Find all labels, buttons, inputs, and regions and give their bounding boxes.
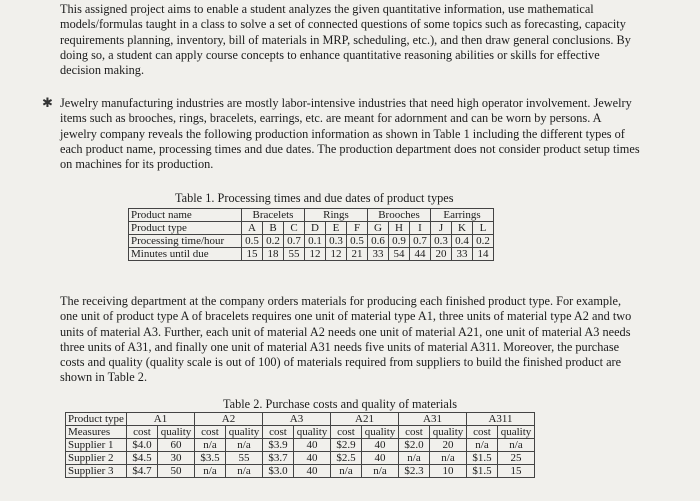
- table-cell: $2.3: [399, 465, 430, 478]
- table-cell: $4.0: [127, 439, 158, 452]
- table-cell: 15: [498, 465, 535, 478]
- type-cell: J: [431, 222, 452, 235]
- type-cell: A: [242, 222, 263, 235]
- table-cell: $2.9: [331, 439, 362, 452]
- table-row: [66, 439, 535, 452]
- table-cell: 10: [430, 465, 467, 478]
- minutes-cell: 55: [284, 248, 305, 261]
- processing-cell: 0.7: [410, 235, 431, 248]
- material-header: A21: [331, 413, 399, 426]
- supplier-label: Supplier 1: [66, 439, 127, 452]
- processing-cell: 0.7: [284, 235, 305, 248]
- material-header: A1: [127, 413, 195, 426]
- table-row: [66, 452, 535, 465]
- table-cell: $3.0: [263, 465, 294, 478]
- table-cell: $1.5: [467, 465, 498, 478]
- supplier-label: Supplier 2: [66, 452, 127, 465]
- type-cell: H: [389, 222, 410, 235]
- purchase-table: [65, 412, 535, 478]
- material-header: A311: [467, 413, 535, 426]
- table-cell: $2.0: [399, 439, 430, 452]
- cost-header: cost: [331, 426, 362, 439]
- minutes-cell: 33: [368, 248, 389, 261]
- cost-header: cost: [263, 426, 294, 439]
- table-cell: 40: [294, 439, 331, 452]
- table-cell: 50: [158, 465, 195, 478]
- table-cell: 20: [430, 439, 467, 452]
- star-icon: ✱: [42, 95, 53, 110]
- group-rings: Rings: [305, 209, 368, 222]
- processing-cell: 0.1: [305, 235, 326, 248]
- measures-label: Measures: [66, 426, 127, 439]
- table-cell: n/a: [362, 465, 399, 478]
- table-cell: $3.7: [263, 452, 294, 465]
- material-header: A31: [399, 413, 467, 426]
- table-cell: n/a: [195, 439, 226, 452]
- minutes-cell: 12: [326, 248, 347, 261]
- processing-cell: 0.6: [368, 235, 389, 248]
- processing-cell: 0.2: [473, 235, 494, 248]
- table-cell: n/a: [467, 439, 498, 452]
- table2-caption: Table 2. Purchase costs and quality of materials: [223, 397, 458, 411]
- table-cell: n/a: [331, 465, 362, 478]
- table-cell: n/a: [195, 465, 226, 478]
- quality-header: quality: [294, 426, 331, 439]
- type-cell: D: [305, 222, 326, 235]
- group-earrings: Earrings: [431, 209, 494, 222]
- type-cell: I: [410, 222, 431, 235]
- type-cell: K: [452, 222, 473, 235]
- receiving-paragraph: The receiving department at the company orders materials for producing each finished product type. For example, one unit of product type A of bracelets requires one unit of material type A1, three units of material type A2 and two units of material A3. Further, each unit of material A2 needs one unit of material A21, one unit of material A3 needs three units of A31, and finally one unit of material A31 needs five units of material A311. Moreover, the purchase costs and quality (quality scale is out of 100) of materials required from suppliers to build the finished product are shown in Table 2.: [60, 294, 632, 385]
- table-cell: $2.5: [331, 452, 362, 465]
- minutes-cell: 21: [347, 248, 368, 261]
- type-cell: G: [368, 222, 389, 235]
- table-cell: 40: [294, 452, 331, 465]
- intro-paragraph: This assigned project aims to enable a student analyzes the given quantitative information, use mathematical models/formulas taught in a class to solve a set of connected questions of some topics such as forecasting, capacity requirements planning, inventory, bill of materials in MRP, scheduling, etc.), and then draw general conclusions. By doing so, a student can apply course concepts to enhance quantitative reasoning abilities or skills for effective decision making.: [60, 2, 631, 78]
- processing-cell: 0.3: [431, 235, 452, 248]
- table-cell: n/a: [226, 439, 263, 452]
- minutes-cell: 15: [242, 248, 263, 261]
- type-cell: C: [284, 222, 305, 235]
- cost-header: cost: [399, 426, 430, 439]
- quality-header: quality: [430, 426, 467, 439]
- table-cell: $4.7: [127, 465, 158, 478]
- quality-header: quality: [498, 426, 535, 439]
- row-label: Product name: [129, 209, 242, 222]
- table-cell: n/a: [498, 439, 535, 452]
- cost-header: cost: [127, 426, 158, 439]
- table-row: [66, 465, 535, 478]
- processing-table: [128, 208, 494, 261]
- table-cell: 40: [294, 465, 331, 478]
- supplier-label: Supplier 3: [66, 465, 127, 478]
- table-cell: n/a: [430, 452, 467, 465]
- material-header: A2: [195, 413, 263, 426]
- row-label: Processing time/hour: [129, 235, 242, 248]
- quality-header: quality: [362, 426, 399, 439]
- minutes-cell: 18: [263, 248, 284, 261]
- table-cell: n/a: [399, 452, 430, 465]
- row-label: Minutes until due: [129, 248, 242, 261]
- minutes-cell: 54: [389, 248, 410, 261]
- minutes-cell: 14: [473, 248, 494, 261]
- minutes-cell: 44: [410, 248, 431, 261]
- table-cell: 60: [158, 439, 195, 452]
- type-cell: L: [473, 222, 494, 235]
- quality-header: quality: [158, 426, 195, 439]
- processing-cell: 0.5: [347, 235, 368, 248]
- table-cell: 40: [362, 452, 399, 465]
- minutes-cell: 12: [305, 248, 326, 261]
- corner-label: Product type: [66, 413, 127, 426]
- processing-cell: 0.2: [263, 235, 284, 248]
- minutes-cell: 33: [452, 248, 473, 261]
- processing-cell: 0.9: [389, 235, 410, 248]
- type-cell: F: [347, 222, 368, 235]
- minutes-cell: 20: [431, 248, 452, 261]
- processing-cell: 0.4: [452, 235, 473, 248]
- table-cell: $3.9: [263, 439, 294, 452]
- processing-cell: 0.3: [326, 235, 347, 248]
- type-cell: B: [263, 222, 284, 235]
- table1-caption: Table 1. Processing times and due dates of product types: [175, 191, 454, 205]
- table-cell: n/a: [226, 465, 263, 478]
- table-cell: 25: [498, 452, 535, 465]
- processing-cell: 0.5: [242, 235, 263, 248]
- table-cell: 55: [226, 452, 263, 465]
- cost-header: cost: [467, 426, 498, 439]
- type-cell: E: [326, 222, 347, 235]
- group-brooches: Brooches: [368, 209, 431, 222]
- problem-paragraph: Jewelry manufacturing industries are mostly labor-intensive industries that need high operator involvement. Jewelry items such as brooches, rings, bracelets, earrings, etc. are meant for adornment and can be worn by persons. A jewelry company reveals the following production information as shown in Table 1 including the different types of each product name, processing times and due dates. The production department does not consider product setup times on machines for its production.: [60, 96, 640, 172]
- table-cell: $1.5: [467, 452, 498, 465]
- material-header: A3: [263, 413, 331, 426]
- quality-header: quality: [226, 426, 263, 439]
- cost-header: cost: [195, 426, 226, 439]
- table-cell: $3.5: [195, 452, 226, 465]
- table-cell: 30: [158, 452, 195, 465]
- table-cell: 40: [362, 439, 399, 452]
- group-bracelets: Bracelets: [242, 209, 305, 222]
- table-cell: $4.5: [127, 452, 158, 465]
- row-label: Product type: [129, 222, 242, 235]
